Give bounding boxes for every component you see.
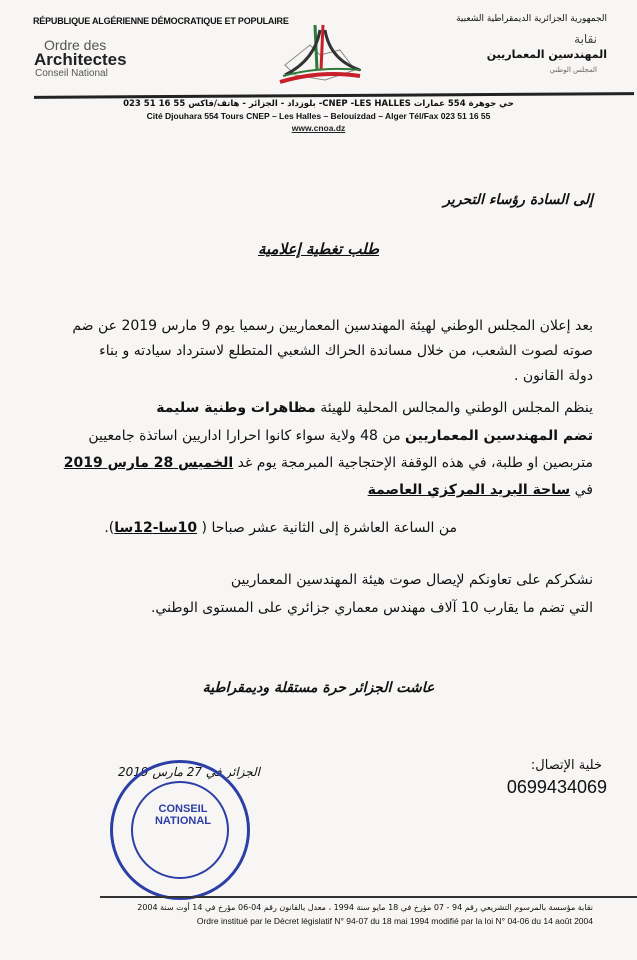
para5-place: ساحة البريد المركزي العاصمة bbox=[367, 482, 571, 498]
para1-line3: دولة القانون . bbox=[513, 368, 593, 384]
official-stamp bbox=[110, 760, 250, 900]
stamp-center: CONSEIL NATIONAL bbox=[154, 803, 211, 827]
para6-text: من الساعة العاشرة إلى الثانية عشر صباحا ( bbox=[197, 520, 457, 536]
closing: عاشت الجزائر حرة مستقلة وديمقراطية bbox=[202, 680, 435, 696]
ordre-line3: Conseil National bbox=[35, 68, 108, 79]
para3-bold: تضم المهندسين المعماريين bbox=[405, 428, 593, 444]
para1-line2: صوته لصوت الشعب، من خلال مساندة الحراك الشعبي المتطلع لاسترداد سيادته و بناء bbox=[99, 343, 593, 359]
subject: طلب تغطية إعلامية bbox=[257, 240, 380, 258]
website-link[interactable]: www.cnoa.dz bbox=[291, 123, 346, 133]
republic-ar: الجمهورية الجزائرية الديمقراطية الشعبية bbox=[456, 14, 607, 24]
contact-label: خلية الإتصال: bbox=[530, 758, 602, 773]
footer-divider bbox=[100, 896, 637, 898]
ordre-line2: Architectes bbox=[34, 50, 127, 69]
para2 bbox=[156, 400, 593, 416]
logo-icon bbox=[265, 20, 375, 90]
para3-text: من 48 ولاية سواء كانوا احرارا اداريين اساتذة جامعيين bbox=[88, 428, 406, 444]
ordre-line1: Ordre des bbox=[44, 37, 107, 53]
para6-time: 10سا-12سا bbox=[114, 520, 198, 536]
para2-text: ينظم المجلس الوطني والمجالس المحلية للهيئة bbox=[315, 400, 593, 416]
legal-fr: Ordre institué par le Décret législatif N° 94-07 du 18 mai 1994 modifié par la loi N° 04-06 du 14 août 2004 bbox=[196, 916, 593, 926]
para4-date: الخميس 28 مارس 2019 bbox=[63, 455, 234, 471]
contact-phone: 0699434069 bbox=[506, 777, 607, 797]
legal-ar: نقابة مؤسسة بالمرسوم التشريعي رقم 94 - 07 مؤرخ في 18 مايو سنة 1994 ، معدل بالقانون رقم 04-06 مؤرخ في 14 أوت سنة 2004 bbox=[137, 903, 593, 912]
header-divider bbox=[34, 92, 634, 99]
para5-text: في bbox=[570, 482, 593, 498]
para2-bold: مظاهرات وطنية سليمة bbox=[156, 400, 316, 416]
para7-line1: نشكركم على تعاونكم لإيصال صوت هيئة المهندسين المعماريين bbox=[230, 572, 593, 588]
para7-line2: التي تضم ما يقارب 10 آلاف مهندس معماري جزائري على المستوى الوطني. bbox=[150, 600, 593, 616]
republic-fr: RÉPUBLIQUE ALGÉRIENNE DÉMOCRATIQUE ET POPULAIRE bbox=[33, 16, 289, 26]
ar-line2: المهندسين المعماريين bbox=[486, 48, 607, 61]
para4-text: متربصين او طلبة، في هذه الوقفة الإحتجاجية المبرمجة يوم غد bbox=[233, 455, 593, 471]
para4 bbox=[64, 455, 593, 471]
ar-line1: نقابة bbox=[574, 32, 597, 46]
para3 bbox=[88, 428, 593, 444]
para6 bbox=[104, 520, 457, 536]
ar-line3: المجلس الوطني bbox=[549, 66, 597, 74]
para1-line1: بعد إعلان المجلس الوطني لهيئة المهندسين المعماريين رسميا يوم 9 مارس 2019 عن ضم bbox=[72, 318, 593, 334]
para6-end: ). bbox=[104, 520, 115, 536]
recipient: إلى السادة رؤساء التحرير bbox=[443, 192, 593, 208]
address-ar: حي جوهرة 554 عمارات CNEP -LES HALLES- بلوزداد - الجزائر - هاتف/فاكس 55 16 51 023 bbox=[123, 99, 514, 109]
address-fr: Cité Djouhara 554 Tours CNEP – Les Halles – Belouizdad – Alger Tél/Fax 023 51 16 55 bbox=[146, 111, 491, 121]
date: الجزائر في 27 مارس 2019 bbox=[118, 765, 261, 779]
para5 bbox=[368, 482, 593, 498]
